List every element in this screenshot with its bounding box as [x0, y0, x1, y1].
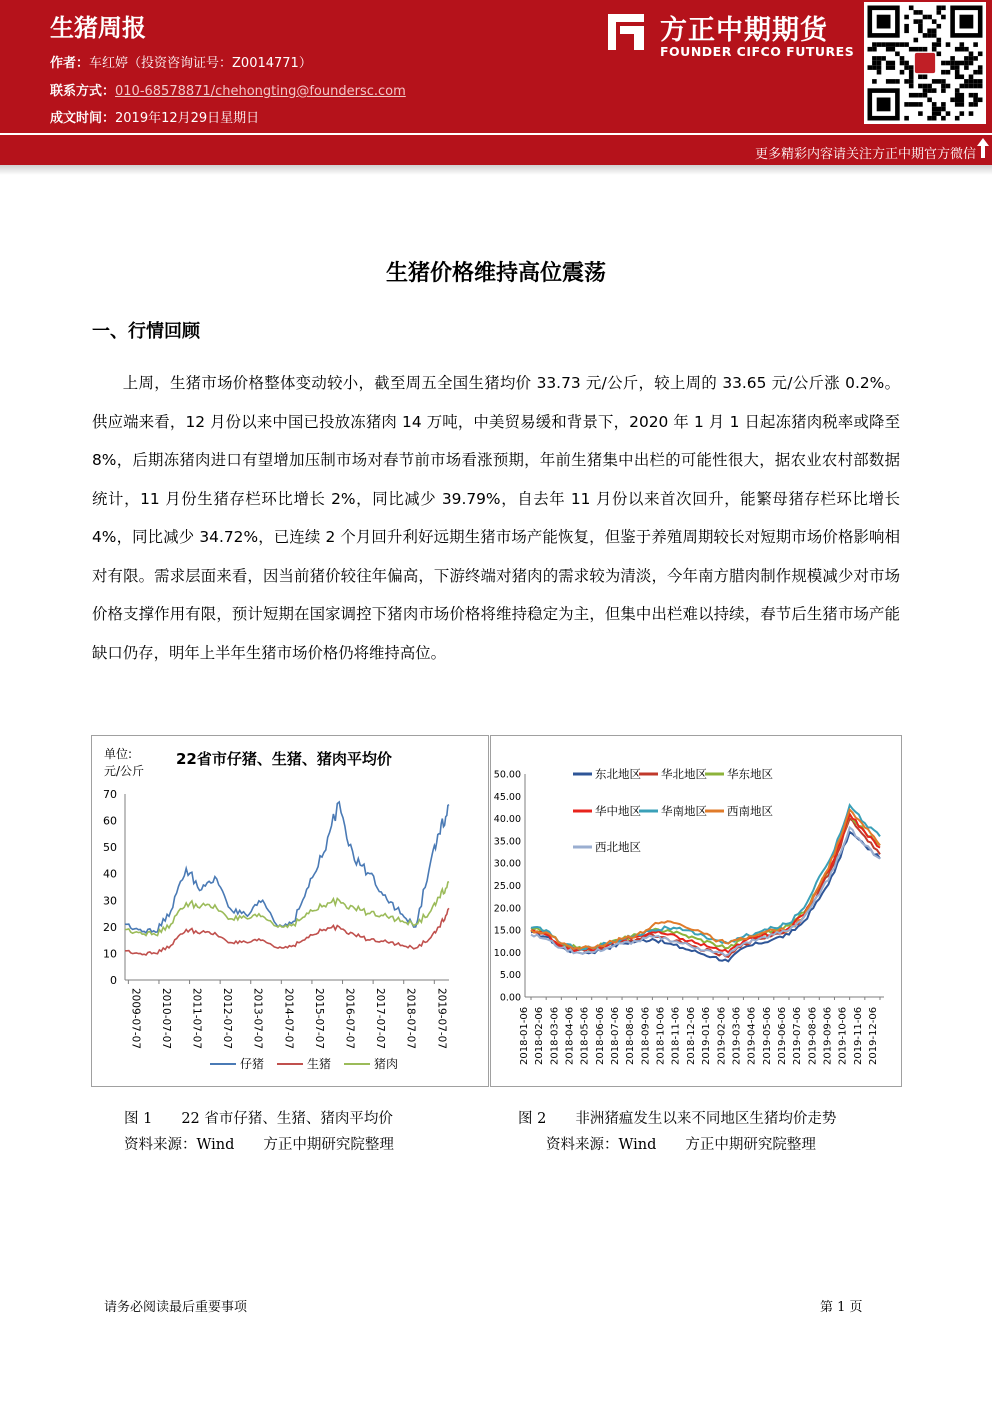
qr-module [973, 102, 978, 107]
qr-module [904, 116, 909, 121]
qr-module [941, 107, 946, 112]
report-header [0, 0, 992, 165]
qr-module [937, 6, 942, 11]
legend-label: 西北地区 [595, 840, 641, 854]
qr-module [932, 42, 937, 47]
qr-module [909, 47, 914, 52]
qr-module [918, 102, 923, 107]
author-value: 车红婷（投资咨询证号：Z0014771） [89, 56, 312, 71]
qr-module [904, 24, 909, 29]
qr-module [960, 111, 965, 116]
qr-module [964, 56, 969, 61]
author-label: 作者： [50, 56, 90, 71]
qr-module [978, 98, 983, 103]
qr-module [955, 102, 960, 107]
x-tick-label: 2018-06-06 [594, 1006, 606, 1065]
qr-module [950, 61, 955, 66]
x-tick-label: 2018-08-06 [625, 1006, 637, 1065]
qr-module [872, 79, 877, 84]
brand-logo [604, 6, 860, 66]
x-tick-label: 2018-07-07 [404, 988, 417, 1050]
qr-module [937, 38, 942, 43]
qr-module [914, 38, 919, 43]
qr-module [932, 47, 937, 52]
figure-2-caption [518, 1106, 836, 1158]
legend-label: 猪肉 [374, 1057, 399, 1071]
qr-module [904, 61, 909, 66]
qr-module [941, 84, 946, 89]
x-tick-label: 2019-06-06 [776, 1006, 788, 1065]
qr-module [891, 42, 896, 47]
qr-module [904, 79, 909, 84]
qr-module [978, 52, 983, 57]
legend-label: 华北地区 [661, 767, 707, 781]
qr-module [914, 47, 919, 52]
footer-notice: 请务必阅读最后重要事项 [104, 1300, 248, 1315]
qr-module [950, 98, 955, 103]
qr-module [973, 93, 978, 98]
qr-module [932, 116, 937, 121]
contact-line [50, 80, 406, 99]
qr-module [904, 42, 909, 47]
qr-module [923, 33, 928, 38]
x-tick-label: 2019-09-06 [822, 1006, 834, 1065]
qr-module [978, 70, 983, 75]
qr-module [918, 24, 923, 29]
qr-module [955, 65, 960, 70]
qr-module [932, 111, 937, 116]
qr-module [895, 52, 900, 57]
figure-2-source: 资料来源：Wind 方正中期研究院整理 [546, 1137, 816, 1153]
qr-module [914, 102, 919, 107]
x-tick-label: 2018-10-06 [655, 1006, 667, 1065]
qr-module [918, 111, 923, 116]
qr-module [941, 70, 946, 75]
qr-module [960, 84, 965, 89]
qr-module [918, 75, 923, 80]
y-tick-label: 45.00 [493, 791, 521, 803]
qr-module [950, 65, 955, 70]
qr-module [964, 84, 969, 89]
series-line-猪肉 [125, 882, 449, 936]
brand-mark-icon [604, 10, 648, 54]
figure-2-title: 图 2 非洲猪瘟发生以来不同地区生猪均价走势 [518, 1111, 837, 1127]
qr-module [946, 111, 951, 116]
qr-module [914, 10, 919, 15]
qr-module [973, 56, 978, 61]
qr-module [918, 47, 923, 52]
qr-finder-core [877, 15, 891, 29]
qr-finder-core [960, 15, 974, 29]
x-tick-label: 2009-07-07 [129, 988, 142, 1050]
x-tick-label: 2019-03-06 [731, 1006, 743, 1065]
series-line-华中地区 [531, 814, 880, 952]
qr-module [918, 19, 923, 24]
qr-module [881, 56, 886, 61]
x-tick-label: 2019-08-06 [807, 1006, 819, 1065]
qr-module [904, 29, 909, 34]
qr-module [937, 10, 942, 15]
qr-center-logo [915, 53, 935, 73]
qr-module [909, 65, 914, 70]
qr-module [941, 6, 946, 11]
chart-title: 22省市仔猪、生猪、猪肉平均价 [176, 750, 392, 768]
qr-module [973, 42, 978, 47]
qr-module [969, 61, 974, 66]
qr-module [960, 98, 965, 103]
legend-label: 仔猪 [240, 1057, 265, 1071]
qr-module [955, 116, 960, 121]
x-tick-label: 2015-07-07 [312, 988, 325, 1050]
chart-2-svg [491, 736, 901, 1086]
qr-module [923, 84, 928, 89]
header-divider [0, 133, 992, 135]
qr-module [978, 65, 983, 70]
qr-module [969, 56, 974, 61]
qr-module [955, 75, 960, 80]
qr-module [918, 29, 923, 34]
qr-finder-core [877, 98, 891, 112]
qr-module [955, 88, 960, 93]
qr-module [978, 84, 983, 89]
series-line-西南地区 [531, 810, 880, 949]
qr-module [932, 102, 937, 107]
qr-module [872, 42, 877, 47]
x-tick-label: 2011-07-07 [190, 988, 203, 1050]
qr-module [918, 84, 923, 89]
qr-module [932, 79, 937, 84]
qr-module [904, 15, 909, 20]
qr-module [937, 111, 942, 116]
qr-module [927, 29, 932, 34]
qr-module [909, 102, 914, 107]
qr-module [872, 47, 877, 52]
qr-module [909, 79, 914, 84]
x-tick-label: 2017-07-07 [374, 988, 387, 1050]
y-tick-label: 10 [103, 947, 117, 961]
figure-2-chart [490, 735, 902, 1087]
qr-module [877, 42, 882, 47]
qr-module [872, 65, 877, 70]
y-tick-label: 30 [103, 894, 117, 908]
x-tick-label: 2018-04-06 [564, 1006, 576, 1065]
qr-module [932, 88, 937, 93]
qr-module [960, 75, 965, 80]
qr-module [868, 47, 873, 52]
qr-module [964, 65, 969, 70]
qr-module [891, 79, 896, 84]
y-tick-label: 50 [103, 841, 117, 855]
qr-module [969, 84, 974, 89]
qr-module [969, 93, 974, 98]
x-tick-label: 2018-07-06 [610, 1006, 622, 1065]
qr-module [932, 107, 937, 112]
y-tick-label: 10.00 [493, 947, 521, 959]
qr-module [927, 84, 932, 89]
unit-label: 单位: [104, 747, 133, 761]
y-tick-label: 60 [103, 814, 117, 828]
qr-module [914, 19, 919, 24]
contact-label: 联系方式： [50, 84, 116, 99]
qr-module [877, 56, 882, 61]
qr-module [886, 61, 891, 66]
qr-module [964, 79, 969, 84]
x-tick-label: 2019-04-06 [746, 1006, 758, 1065]
qr-module [900, 70, 905, 75]
x-tick-label: 2019-11-06 [852, 1006, 864, 1065]
qr-module [886, 79, 891, 84]
scroll-up-icon[interactable] [976, 136, 990, 160]
y-tick-label: 40 [103, 867, 117, 881]
x-tick-label: 2018-11-06 [670, 1006, 682, 1065]
y-tick-label: 50.00 [493, 769, 521, 781]
qr-module [964, 61, 969, 66]
legend-label: 西南地区 [727, 804, 773, 818]
qr-module [927, 33, 932, 38]
qr-module [886, 47, 891, 52]
qr-module [969, 79, 974, 84]
qr-module [904, 102, 909, 107]
qr-module [872, 56, 877, 61]
legend-label: 华南地区 [661, 804, 707, 818]
date-label: 成文时间： [50, 111, 116, 126]
x-tick-label: 2019-01-06 [701, 1006, 713, 1065]
qr-module [973, 98, 978, 103]
x-tick-label: 2018-01-06 [519, 1006, 530, 1065]
qr-module [937, 24, 942, 29]
qr-module [941, 79, 946, 84]
qr-module [969, 75, 974, 80]
header-shadow [0, 165, 992, 175]
qr-module [886, 42, 891, 47]
x-tick-label: 2019-12-06 [868, 1006, 879, 1065]
qr-module [932, 29, 937, 34]
qr-module [918, 93, 923, 98]
legend-label: 生猪 [307, 1057, 332, 1071]
qr-module [923, 47, 928, 52]
qr-module [891, 47, 896, 52]
qr-module [946, 84, 951, 89]
qr-module [895, 79, 900, 84]
qr-module [941, 88, 946, 93]
y-tick-label: 20.00 [493, 903, 521, 915]
qr-module [927, 88, 932, 93]
y-tick-label: 15.00 [493, 925, 521, 937]
x-tick-label: 2019-07-06 [792, 1006, 804, 1065]
follow-wechat-text: 更多精彩内容请关注方正中期官方微信 [754, 147, 976, 162]
qr-module [941, 15, 946, 20]
qr-module [900, 61, 905, 66]
figure-1-chart [91, 735, 489, 1087]
qr-module [955, 61, 960, 66]
qr-module [973, 70, 978, 75]
qr-module [881, 42, 886, 47]
qr-module [946, 42, 951, 47]
qr-module [969, 111, 974, 116]
qr-module [909, 84, 914, 89]
qr-module [891, 61, 896, 66]
qr-module [909, 93, 914, 98]
qr-module [973, 84, 978, 89]
y-tick-label: 0 [110, 974, 117, 987]
legend-label: 华东地区 [727, 767, 773, 781]
qr-module [900, 56, 905, 61]
qr-module [918, 10, 923, 15]
y-tick-label: 5.00 [499, 970, 521, 982]
qr-module [895, 42, 900, 47]
qr-module [927, 98, 932, 103]
qr-module [927, 116, 932, 121]
qr-code-icon[interactable] [864, 2, 986, 124]
x-tick-label: 2019-02-06 [716, 1006, 728, 1065]
brand-name-cn: 方正中期期货 [660, 15, 828, 46]
qr-module [969, 102, 974, 107]
figure-1-source: 资料来源：Wind 方正中期研究院整理 [124, 1137, 394, 1153]
y-tick-label: 0.00 [499, 992, 521, 1004]
x-tick-label: 2012-07-07 [221, 988, 234, 1050]
legend-label: 华中地区 [595, 804, 641, 818]
series-line-仔猪 [125, 802, 449, 933]
series-line-华东地区 [531, 814, 880, 950]
x-tick-label: 2018-03-06 [549, 1006, 561, 1065]
qr-module [937, 52, 942, 57]
qr-module [941, 61, 946, 66]
qr-module [955, 93, 960, 98]
x-tick-label: 2010-07-07 [159, 988, 172, 1050]
series-line-生猪 [125, 908, 449, 955]
x-tick-label: 2013-07-07 [251, 988, 264, 1050]
x-tick-label: 2018-12-06 [685, 1006, 697, 1065]
section-heading: 一、行情回顾 [92, 321, 200, 342]
x-tick-label: 2018-02-06 [534, 1006, 546, 1065]
contact-link[interactable]: 010-68578871/chehongting@foundersc.com [115, 84, 406, 99]
qr-module [923, 88, 928, 93]
qr-module [955, 47, 960, 52]
qr-module [973, 79, 978, 84]
figure-1-title: 图 1 22 省市仔猪、生猪、猪肉平均价 [124, 1111, 393, 1127]
unit-label: 元/公斤 [104, 764, 145, 778]
date-line [50, 107, 259, 126]
qr-module [909, 6, 914, 11]
qr-module [891, 65, 896, 70]
qr-module [877, 61, 882, 66]
qr-module [960, 42, 965, 47]
qr-module [937, 79, 942, 84]
qr-module [960, 47, 965, 52]
report-series-title: 生猪周报 [50, 14, 146, 42]
x-tick-label: 2014-07-07 [282, 988, 295, 1050]
document-title: 生猪价格维持高位震荡 [385, 261, 606, 286]
author-line [50, 52, 312, 71]
date-value: 2019年12月29日星期日 [115, 111, 260, 126]
y-tick-label: 40.00 [493, 814, 521, 826]
qr-module [950, 56, 955, 61]
qr-module [886, 65, 891, 70]
qr-module [955, 70, 960, 75]
qr-module [923, 75, 928, 80]
qr-module [927, 15, 932, 20]
y-tick-label: 25.00 [493, 881, 521, 892]
chart-1-svg [92, 736, 488, 1086]
qr-module [946, 61, 951, 66]
qr-module [978, 79, 983, 84]
qr-module [877, 70, 882, 75]
x-tick-label: 2018-05-06 [579, 1006, 591, 1065]
y-tick-label: 20 [103, 920, 117, 934]
qr-module [946, 70, 951, 75]
qr-module [877, 65, 882, 70]
qr-module [923, 15, 928, 20]
qr-module [909, 70, 914, 75]
qr-module [932, 33, 937, 38]
qr-module [909, 75, 914, 80]
figure-1-caption [124, 1106, 394, 1158]
qr-module [923, 93, 928, 98]
qr-module [960, 102, 965, 107]
qr-module [900, 42, 905, 47]
qr-module [872, 61, 877, 66]
qr-module [969, 52, 974, 57]
y-tick-label: 70 [103, 788, 117, 801]
x-tick-label: 2018-09-06 [640, 1006, 652, 1065]
page-number: 第 1 页 [820, 1300, 863, 1315]
body-paragraph: 上周，生猪市场价格整体变动较小，截至周五全国生猪均价 33.73 元/公斤，较上周的 33.65 元/公斤涨 0.2%。供应端来看，12 月份以来中国已投放冻猪肉 14 万吨，中美贸易缓和背景下，2020 年 1 月 1 日起冻猪肉税率或降至 8%，后期冻猪肉进口有望增加压制市场对春节前市场看涨预期，年前生猪集中出栏的可能性很大，据农业农村部数据统计，11 月份生猪存栏环比增长 2%，同比减少 39.79%，自去年 11 月份以来首次回升，能繁母猪存栏环比增长 4%，同比减少 34.72%，已连续 2 个月回升利好远期生猪市场产能恢复，但鉴于养殖周期较长对短期市场价格影响相对有限。需求层面来看，因当前猪价较往年偏高，下游终端对猪肉的需求较为清淡，今年南方腊肉制作规模减少对市场价格支撑作用有限，预计短期在国家调控下猪肉市场价格将维持稳定为主，但集中出栏难以持续，春节后生猪市场产能缺口仍存，明年上半年生猪市场价格仍将维持高位。 [92, 374, 900, 662]
qr-module [960, 93, 965, 98]
y-tick-label: 30.00 [493, 858, 521, 870]
x-tick-label: 2019-07-07 [435, 988, 448, 1050]
qr-module [941, 102, 946, 107]
qr-module [937, 42, 942, 47]
qr-module [955, 98, 960, 103]
qr-module [941, 116, 946, 121]
qr-module [904, 65, 909, 70]
y-tick-label: 35.00 [493, 836, 521, 848]
brand-name-en: FOUNDER CIFCO FUTURES [660, 44, 855, 59]
qr-module [868, 65, 873, 70]
qr-module [960, 61, 965, 66]
x-tick-label: 2019-05-06 [761, 1006, 773, 1065]
qr-module [932, 19, 937, 24]
legend-label: 东北地区 [595, 767, 641, 781]
x-tick-label: 2019-10-06 [837, 1006, 849, 1065]
x-tick-label: 2016-07-07 [343, 988, 356, 1050]
qr-module [937, 107, 942, 112]
qr-module [964, 47, 969, 52]
qr-module [914, 93, 919, 98]
